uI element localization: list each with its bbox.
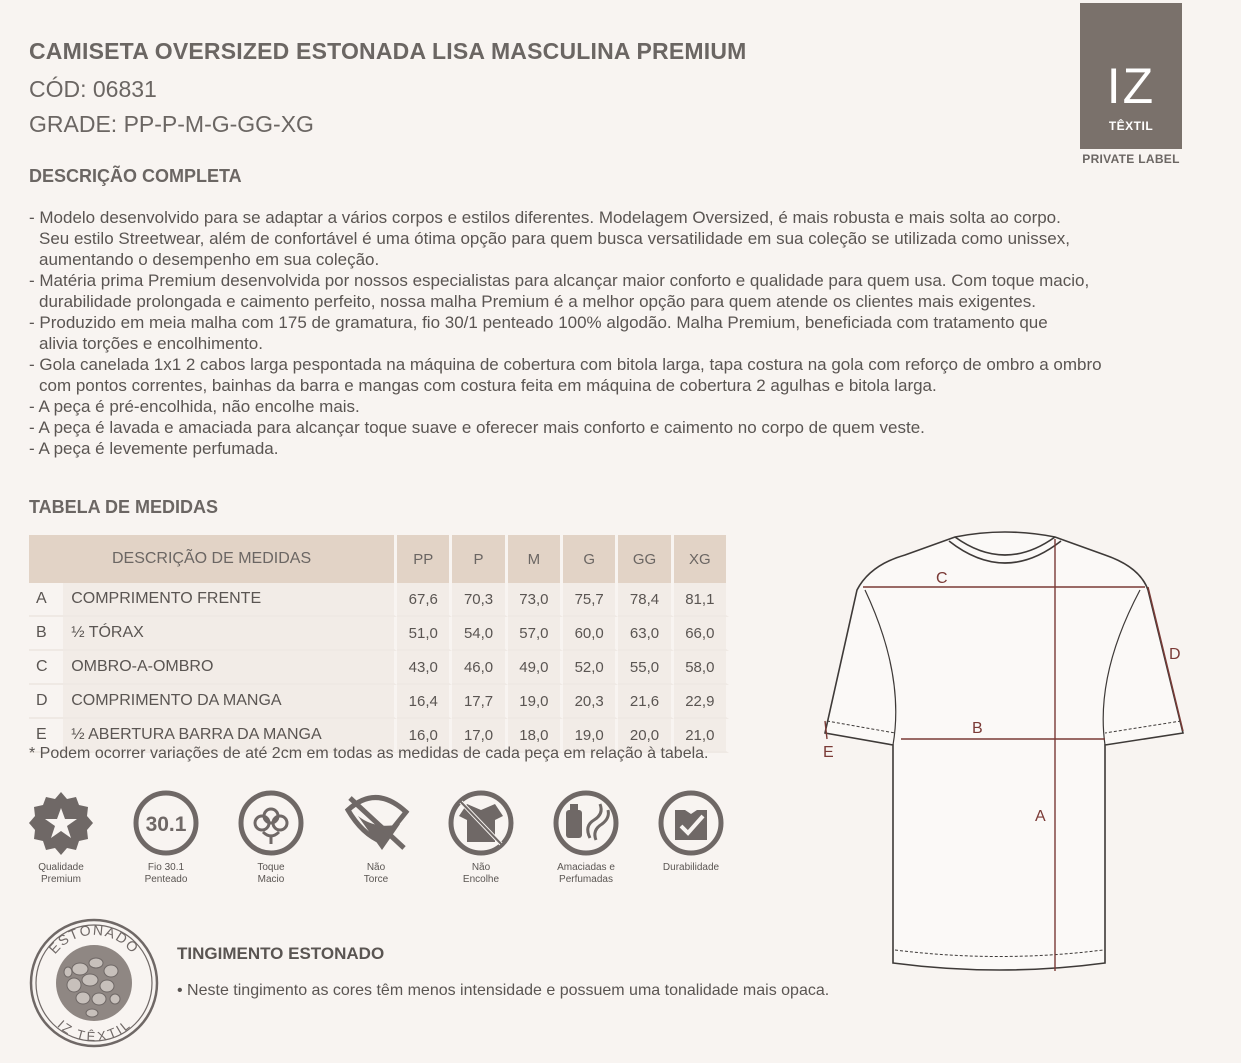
feature-label [436,862,526,886]
tshirt-diagram [815,525,1215,985]
measure-key: C [29,651,63,685]
measure-name: ½ TÓRAX [63,617,397,651]
measure-value: 58,0 [674,651,729,685]
measure-key: B [29,617,63,651]
seal-bottom-text: IZ TÊXTIL [54,1016,133,1044]
feature-item [16,790,106,886]
measure-name: OMBRO-A-OMBRO [63,651,397,685]
measure-value: 16,0 [397,719,452,753]
feature-label-line: Amaciadas e [557,862,615,873]
feature-label [331,862,421,886]
description-line: - Produzido em meia malha com 175 de gramatura, fio 30/1 penteado 100% algodão. Malha Premium, beneficiada com tratamento que [29,313,1048,332]
measure-value: 66,0 [674,617,729,651]
description-line: - A peça é levemente perfumada. [29,439,279,458]
table-row [29,617,729,651]
durability-icon [657,790,725,858]
feature-label [646,862,736,874]
measures-heading: TABELA DE MEDIDAS [29,497,218,517]
feature-label-line: Não [471,862,491,873]
star-badge-icon [27,790,95,858]
measure-value: 81,1 [674,583,729,617]
description-line: - Matéria prima Premium desenvolvida por nossos especialistas para alcançar maior conforto e qualidade para quem usa. Com toque macio, [29,271,1090,290]
logo-word: TÊXTIL [1108,119,1154,133]
measure-value: 67,6 [397,583,452,617]
measure-value: 16,4 [397,685,452,719]
description-line: - Modelo desenvolvido para se adaptar a vários corpos e estilos diferentes. Modelagem Oversized, é mais robusta e mais solta ao corpo. [29,208,1061,227]
feature-item [541,790,631,886]
description-line: - A peça é lavada e amaciada para alcançar toque suave e oferecer mais conforto e caimento no corpo de quem veste. [29,418,925,437]
feature-item [646,790,736,874]
table-header-row [29,535,729,583]
feature-label-line: Macio [257,874,285,885]
estonado-seal [28,917,160,1049]
feature-label-line: Perfumadas [559,874,613,885]
logo-subtitle: PRIVATE LABEL [1082,152,1180,166]
size-header: PP [397,535,452,583]
description-body [29,207,1102,459]
measure-value: 51,0 [397,617,452,651]
measure-value: 21,0 [674,719,729,753]
measure-description-header: DESCRIÇÃO DE MEDIDAS [29,535,397,583]
diagram-label-e: E [823,744,834,761]
feature-item [226,790,316,886]
softener-scent-icon [552,790,620,858]
dyeing-heading: TINGIMENTO ESTONADO [177,944,385,963]
measure-value: 52,0 [563,651,618,685]
table-row [29,685,729,719]
table-row [29,583,729,617]
description-line: durabilidade prolongada e caimento perfeito, nossa malha Premium é a melhor opção para quem atende os clientes mais exigentes. [39,292,1036,311]
measure-key: A [29,583,63,617]
measures-note: * Podem ocorrer variações de até 2cm em todas as medidas de cada peça em relação à tabela. [29,745,709,762]
measure-value: 63,0 [618,617,673,651]
feature-label-line: Fio 30.1 [147,862,185,873]
size-header: P [452,535,507,583]
feature-label [121,862,211,886]
diagram-label-c: C [936,570,948,587]
size-header: M [508,535,563,583]
measure-value: 22,9 [674,685,729,719]
tshirt-outline [825,532,1183,970]
measure-value: 19,0 [508,685,563,719]
feature-label-line: Toque [257,862,285,873]
feature-label [541,862,631,886]
measure-value: 19,0 [563,719,618,753]
measure-name: COMPRIMENTO FRENTE [63,583,397,617]
description-line: Seu estilo Streetwear, além de confortável é uma ótima opção para quem busca versatilidade em sua coleção se utilizada como unissex, [39,229,1070,248]
table-row [29,651,729,685]
measures-table [29,535,729,753]
measure-value: 43,0 [397,651,452,685]
thread-count-icon [132,790,200,858]
seal-top-text: ESTONADO [45,921,143,957]
feature-label [226,862,316,886]
size-grade: GRADE: PP-P-M-G-GG-XG [29,111,314,137]
feature-label-line: Não [366,862,386,873]
feature-label-line: Durabilidade [662,862,720,873]
feature-label [16,862,106,886]
product-code: CÓD: 06831 [29,76,157,102]
description-line: alivia torções e encolhimento. [39,334,263,353]
measure-value: 55,0 [618,651,673,685]
measure-value: 78,4 [618,583,673,617]
feature-item [436,790,526,886]
svg-text:30.1: 30.1 [145,813,187,836]
measure-value: 18,0 [508,719,563,753]
description-heading: DESCRIÇÃO COMPLETA [29,166,242,186]
measure-value: 57,0 [508,617,563,651]
dyeing-text: • Neste tingimento as cores têm menos intensidade e possuem uma tonalidade mais opaca. [177,982,830,999]
measure-key: D [29,685,63,719]
description-line: - Gola canelada 1x1 2 cabos larga pespontada na máquina de cobertura com bitola larga, tapa costura na gola com reforço de ombro a ombro [29,355,1102,374]
logo-mark: IZ [1106,58,1156,114]
measure-value: 21,6 [618,685,673,719]
feature-label-line: Premium [40,874,81,885]
measure-value: 17,7 [452,685,507,719]
measure-name: COMPRIMENTO DA MANGA [63,685,397,719]
size-header: XG [674,535,729,583]
measure-value: 49,0 [508,651,563,685]
feature-label-line: Penteado [144,874,188,885]
measure-value: 60,0 [563,617,618,651]
no-shrink-icon [447,790,515,858]
measure-value: 70,3 [452,583,507,617]
description-line: aumentando o desempenho em sua coleção. [39,250,380,269]
measure-value: 73,0 [508,583,563,617]
diagram-label-b: B [972,720,983,737]
measure-value: 20,0 [618,719,673,753]
no-twist-icon [342,790,410,858]
diagram-label-a: A [1035,808,1046,825]
measure-value: 17,0 [452,719,507,753]
description-line: - A peça é pré-encolhida, não encolhe mais. [29,397,360,416]
measure-name: ½ ABERTURA BARRA DA MANGA [63,719,397,753]
feature-label-line: Qualidade [38,862,84,873]
product-title: CAMISETA OVERSIZED ESTONADA LISA MASCULINA PREMIUM [29,38,747,64]
diagram-label-d: D [1169,646,1181,663]
cotton-icon [237,790,305,858]
size-header: GG [618,535,673,583]
feature-item [121,790,211,886]
measure-key: E [29,719,63,753]
size-header: G [563,535,618,583]
feature-label-line: Encolhe [462,874,500,885]
measure-value: 75,7 [563,583,618,617]
measure-value: 20,3 [563,685,618,719]
measure-value: 46,0 [452,651,507,685]
measure-value: 54,0 [452,617,507,651]
feature-item [331,790,421,886]
feature-label-line: Torce [363,874,389,885]
description-line: com pontos correntes, bainhas da barra e mangas com costura feita em máquina de cobertura 2 agulhas e bitola larga. [39,376,937,395]
brand-logo [1080,3,1182,149]
